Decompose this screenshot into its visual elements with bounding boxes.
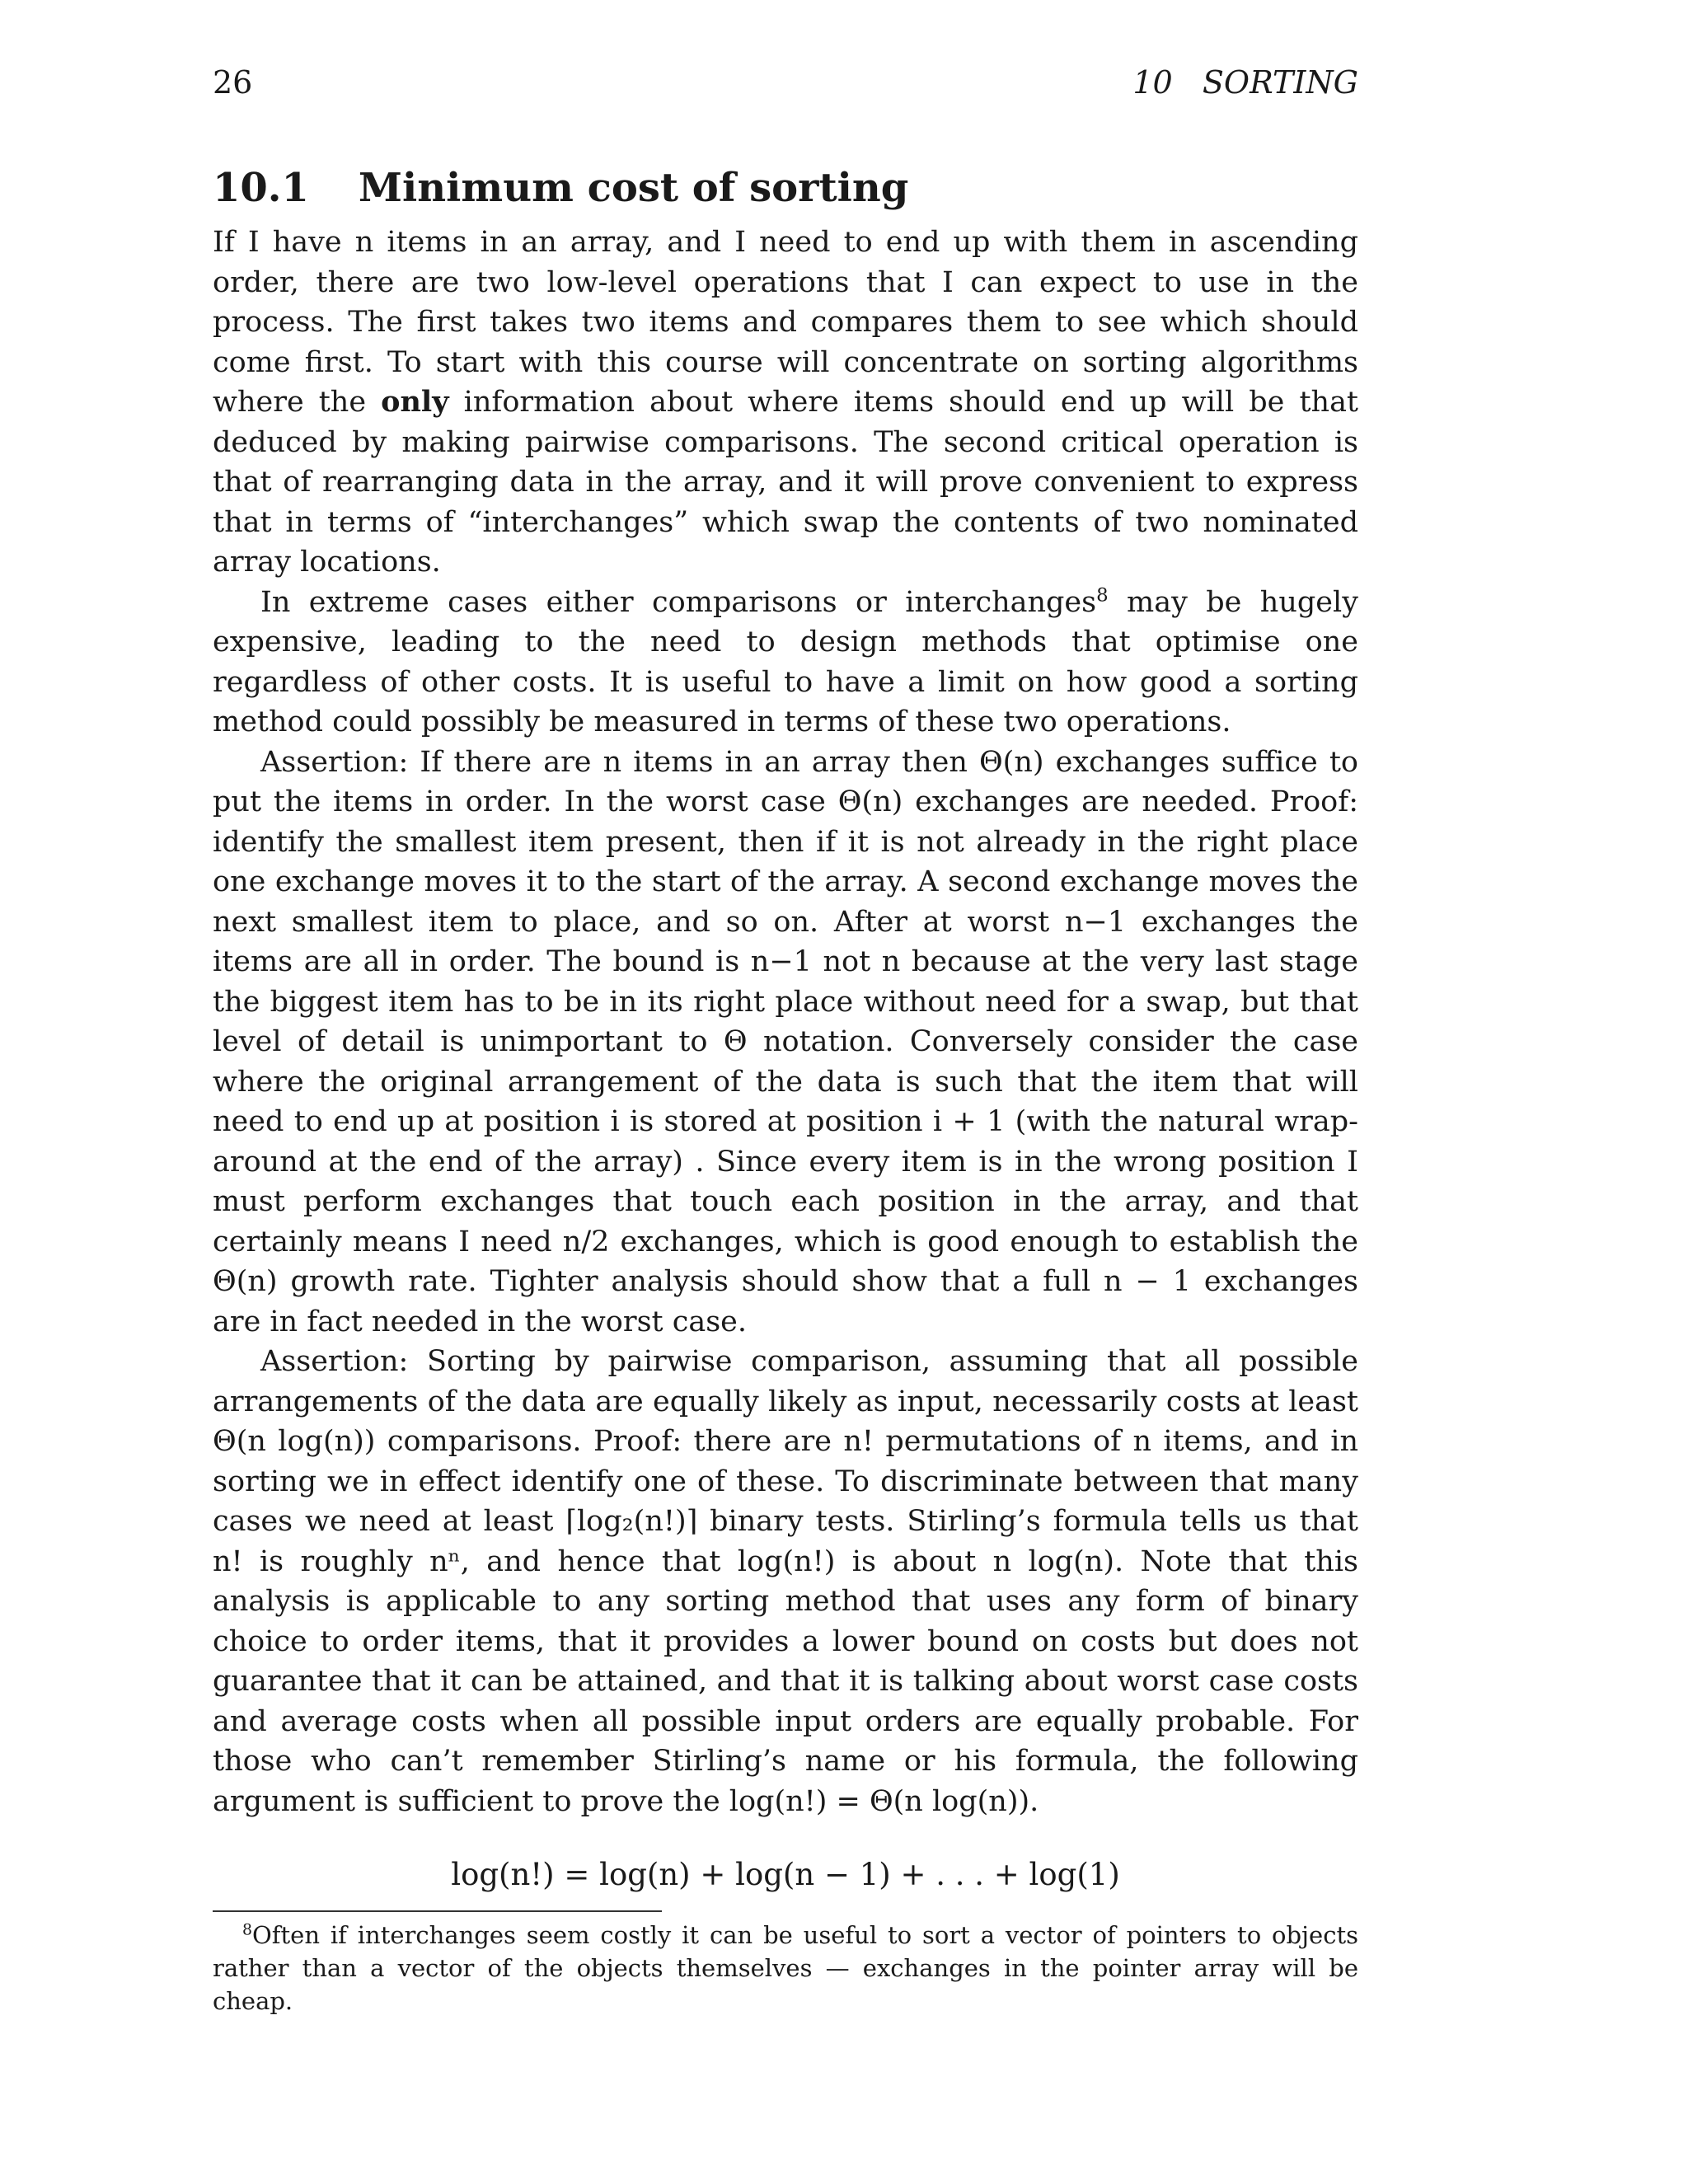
paragraph-2 (213, 583, 1358, 743)
running-header (213, 58, 1358, 107)
paragraph-4: Assertion: Sorting by pairwise comparison, assuming that all possible arrangements of the data are equally likely as input, necessarily costs at least Θ(n log(n)) comparisons. Proof: there are n! permutations of n items, and in sorting we in effect identify one of these. To discriminate between that many cases we need at least ⌈log₂(n!)⌉ binary tests. Stirling’s formula tells us that n! is roughly nⁿ, and hence that log(n!) is about n log(n). Note that this analysis is applicable to any sorting method that uses any form of binary choice to order items, that it provides a lower bound on costs but does not guarantee that it can be attained, and that it is talking about worst case costs and average costs when all possible input orders are equally probable. For those who can’t remember Stirling’s name or his formula, the following argument is sufficient to prove the log(n!) = Θ(n log(n)). (213, 1345, 1358, 1818)
display-equation: log(n!) = log(n) + log(n − 1) + . . . + log(1) (451, 1857, 1120, 1892)
paragraph-2-text-b: may be hugely expensive, leading to the need to design methods that optimise one regardless of other costs. It is useful to have a limit on how good a sorting method could possibly be measured in terms of these two operations. (213, 585, 1358, 738)
emphasis-only: only (381, 385, 449, 419)
body-text (213, 223, 1358, 1821)
chapter-title: 10 SORTING (1132, 64, 1358, 101)
document-page (213, 58, 1358, 2018)
section-heading (213, 163, 1358, 213)
footnote (213, 1919, 1358, 2018)
footnote-text: Often if interchanges seem costly it can be useful to sort a vector of pointers to objects rather than a vector of the objects themselves — exchanges in the pointer array will be cheap. (213, 1921, 1358, 2015)
footnote-divider (213, 1910, 662, 1912)
footnote-mark: 8 (242, 1921, 252, 1939)
paragraph-1-text-a: If I have n items in an array, and I need to end up with them in ascending order, there are two low-level operations that I can expect to use in the process. The first takes two items and compares them to see which should come first. To start with this course will concentrate on sorting algorithms where the (213, 226, 1358, 419)
paragraph-1 (213, 223, 1358, 583)
page-number: 26 (213, 64, 253, 101)
paragraph-2-text-a: In extreme cases either comparisons or interchanges (260, 585, 1097, 619)
paragraph-3: Assertion: If there are n items in an array then Θ(n) exchanges suffice to put the items in order. In the worst case Θ(n) exchanges are needed. Proof: identify the smallest item present, then if it is not already in the right place one exchange moves it to the start of the array. A second exchange moves the next smallest item to place, and so on. After at worst n−1 exchanges the items are all in order. The bound is n−1 not n because at the very last stage the biggest item has to be in its right place without need for a swap, but that level of detail is unimportant to Θ notation. Conversely consider the case where the original arrangement of the data is such that the item that will need to end up at position i is stored at position i + 1 (with the natural wrap-around at the end of the array) . Since every item is in the wrong position I must perform exchanges that touch each position in the array, and that certainly means I need n/2 exchanges, which is good enough to establish the Θ(n) growth rate. Tighter analysis should show that a full n − 1 exchanges are in fact needed in the worst case. (213, 745, 1358, 1338)
section-number: 10.1 (213, 165, 309, 211)
section-title: Minimum cost of sorting (358, 165, 909, 211)
footnote-reference[interactable]: 8 (1096, 583, 1109, 606)
paragraph-1-text-b: information about where items should end up will be that deduced by making pairwise comparisons. The second critical operation is that of rearranging data in the array, and it will prove convenient to express that in terms of “interchanges” which swap the contents of two nominated array locations. (213, 386, 1359, 579)
